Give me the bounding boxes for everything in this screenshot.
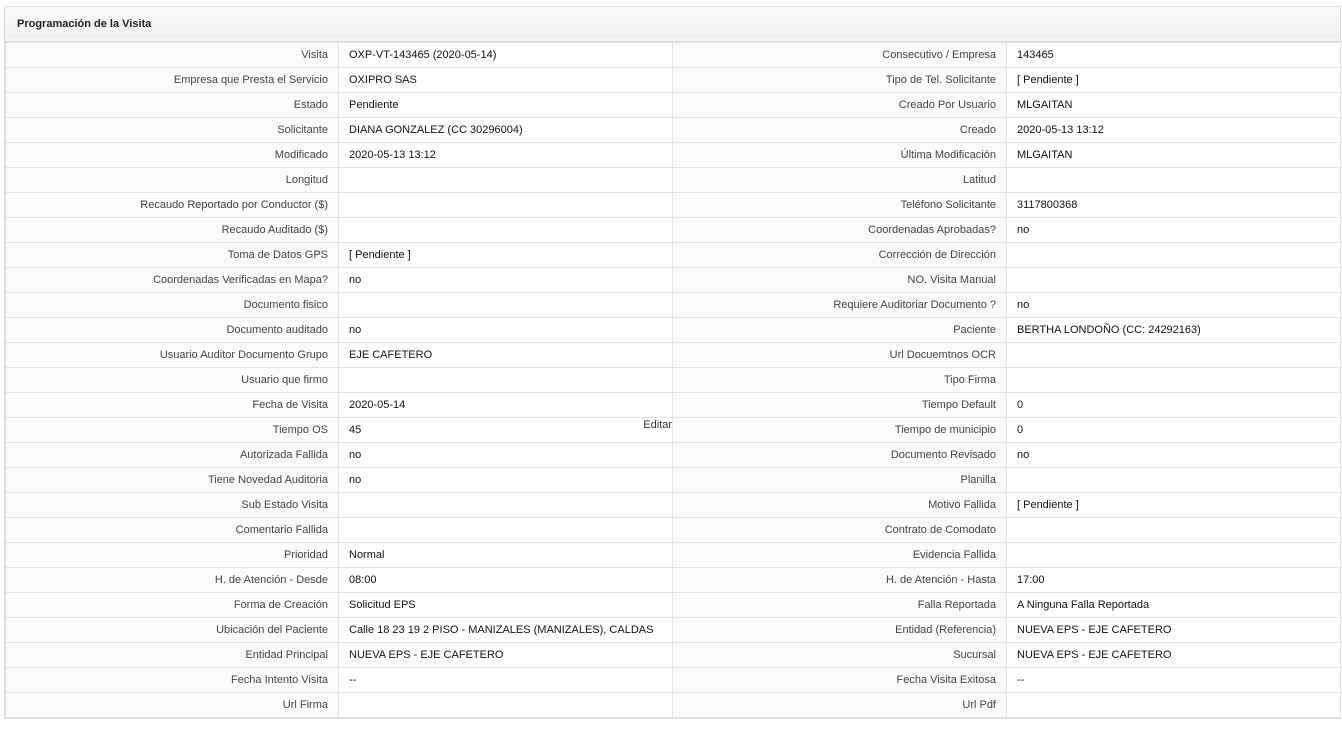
field-value: BERTHA LONDOÑO (CC: 24292163) bbox=[1007, 318, 1341, 343]
field-value bbox=[1007, 343, 1341, 368]
table-row bbox=[6, 168, 1341, 193]
table-row bbox=[6, 443, 1341, 468]
field-label: NO. Visita Manual bbox=[673, 268, 1007, 293]
field-value bbox=[339, 418, 673, 443]
field-label: Tiempo OS bbox=[6, 418, 339, 443]
field-label: Requiere Auditoriar Documento ? bbox=[673, 293, 1007, 318]
field-label: Tiempo Default bbox=[673, 393, 1007, 418]
field-label: Url Firma bbox=[6, 693, 339, 718]
field-label: H. de Atención - Hasta bbox=[673, 568, 1007, 593]
table-row bbox=[6, 693, 1341, 718]
field-value bbox=[1007, 268, 1341, 293]
field-label: Corrección de Dirección bbox=[673, 243, 1007, 268]
field-value: [ Pendiente ] bbox=[1007, 68, 1341, 93]
table-row bbox=[6, 43, 1341, 68]
field-value bbox=[339, 218, 673, 243]
visit-schedule-panel bbox=[4, 6, 1341, 719]
table-row bbox=[6, 293, 1341, 318]
edit-link[interactable]: Editar bbox=[643, 419, 672, 431]
field-value: 2020-05-13 13:12 bbox=[339, 143, 673, 168]
table-row bbox=[6, 268, 1341, 293]
field-value: no bbox=[339, 443, 673, 468]
field-value: Normal bbox=[339, 543, 673, 568]
field-value: no bbox=[339, 468, 673, 493]
table-row bbox=[6, 568, 1341, 593]
field-value: 143465 bbox=[1007, 43, 1341, 68]
field-label: Ubicación del Paciente bbox=[6, 618, 339, 643]
field-value bbox=[1007, 543, 1341, 568]
table-row bbox=[6, 418, 1341, 443]
table-row bbox=[6, 618, 1341, 643]
field-label: Prioridad bbox=[6, 543, 339, 568]
table-row bbox=[6, 318, 1341, 343]
field-value: no bbox=[339, 318, 673, 343]
field-value: -- bbox=[1007, 668, 1341, 693]
field-label: Planilla bbox=[673, 468, 1007, 493]
field-value: 2020-05-14 bbox=[339, 393, 673, 418]
field-value bbox=[339, 193, 673, 218]
table-row bbox=[6, 543, 1341, 568]
table-row bbox=[6, 193, 1341, 218]
field-value: no bbox=[1007, 293, 1341, 318]
table-row bbox=[6, 243, 1341, 268]
field-label: Usuario Auditor Documento Grupo bbox=[6, 343, 339, 368]
field-label: Creado bbox=[673, 118, 1007, 143]
field-value: Calle 18 23 19 2 PISO - MANIZALES (MANIZALES), CALDAS bbox=[339, 618, 673, 643]
field-label: Empresa que Presta el Servicio bbox=[6, 68, 339, 93]
field-label: Toma de Datos GPS bbox=[6, 243, 339, 268]
field-value-text: 45 bbox=[349, 424, 362, 436]
table-row bbox=[6, 343, 1341, 368]
field-label: Sub Estado Visita bbox=[6, 493, 339, 518]
field-value: NUEVA EPS - EJE CAFETERO bbox=[1007, 618, 1341, 643]
field-value: DIANA GONZALEZ (CC 30296004) bbox=[339, 118, 673, 143]
table-row bbox=[6, 393, 1341, 418]
field-value bbox=[339, 168, 673, 193]
field-value: [ Pendiente ] bbox=[339, 243, 673, 268]
field-label: Recaudo Reportado por Conductor ($) bbox=[6, 193, 339, 218]
field-value: 3117800368 bbox=[1007, 193, 1341, 218]
field-label: Sucursal bbox=[673, 643, 1007, 668]
table-row bbox=[6, 493, 1341, 518]
visit-details-table bbox=[5, 42, 1341, 718]
field-label: Visita bbox=[6, 43, 339, 68]
field-label: Consecutivo / Empresa bbox=[673, 43, 1007, 68]
field-label: Contrato de Comodato bbox=[673, 518, 1007, 543]
table-row bbox=[6, 643, 1341, 668]
field-value: Pendiente bbox=[339, 93, 673, 118]
field-value: no bbox=[1007, 218, 1341, 243]
field-value bbox=[1007, 368, 1341, 393]
field-value: [ Pendiente ] bbox=[1007, 493, 1341, 518]
field-value: 0 bbox=[1007, 393, 1341, 418]
field-value bbox=[339, 368, 673, 393]
field-label: Tiene Novedad Auditoria bbox=[6, 468, 339, 493]
field-label: Última Modificación bbox=[673, 143, 1007, 168]
table-row bbox=[6, 118, 1341, 143]
table-row bbox=[6, 68, 1341, 93]
field-label: Fecha Visita Exitosa bbox=[673, 668, 1007, 693]
table-row bbox=[6, 668, 1341, 693]
field-label: Tipo Firma bbox=[673, 368, 1007, 393]
field-label: Autorizada Fallida bbox=[6, 443, 339, 468]
field-value bbox=[339, 493, 673, 518]
table-row bbox=[6, 93, 1341, 118]
field-label: Solicitante bbox=[6, 118, 339, 143]
field-value: 0 bbox=[1007, 418, 1341, 443]
field-value: EJE CAFETERO bbox=[339, 343, 673, 368]
field-label: Estado bbox=[6, 93, 339, 118]
field-label: Usuario que firmo bbox=[6, 368, 339, 393]
field-value: 17:00 bbox=[1007, 568, 1341, 593]
field-value: MLGAITAN bbox=[1007, 143, 1341, 168]
field-label: Comentario Fallida bbox=[6, 518, 339, 543]
field-value bbox=[339, 293, 673, 318]
field-value bbox=[1007, 243, 1341, 268]
table-row bbox=[6, 468, 1341, 493]
panel-title: Programación de la Visita bbox=[5, 7, 1340, 42]
field-label: Fecha de Visita bbox=[6, 393, 339, 418]
field-value bbox=[1007, 168, 1341, 193]
field-value: OXIPRO SAS bbox=[339, 68, 673, 93]
field-label: Paciente bbox=[673, 318, 1007, 343]
field-value bbox=[1007, 468, 1341, 493]
table-row bbox=[6, 143, 1341, 168]
field-label: Teléfono Solicitante bbox=[673, 193, 1007, 218]
field-label: Fecha Intento Visita bbox=[6, 668, 339, 693]
field-value: NUEVA EPS - EJE CAFETERO bbox=[1007, 643, 1341, 668]
field-label: Creado Por Usuario bbox=[673, 93, 1007, 118]
field-label: Entidad (Referencia) bbox=[673, 618, 1007, 643]
field-value: NUEVA EPS - EJE CAFETERO bbox=[339, 643, 673, 668]
field-value: MLGAITAN bbox=[1007, 93, 1341, 118]
field-value: OXP-VT-143465 (2020-05-14) bbox=[339, 43, 673, 68]
field-label: Tiempo de municipio bbox=[673, 418, 1007, 443]
field-label: Entidad Principal bbox=[6, 643, 339, 668]
field-value bbox=[1007, 693, 1341, 718]
table-row bbox=[6, 593, 1341, 618]
field-label: Tipo de Tel. Solicitante bbox=[673, 68, 1007, 93]
field-value bbox=[339, 518, 673, 543]
field-label: Coordenadas Aprobadas? bbox=[673, 218, 1007, 243]
field-value: -- bbox=[339, 668, 673, 693]
table-row bbox=[6, 218, 1341, 243]
field-label: Recaudo Auditado ($) bbox=[6, 218, 339, 243]
field-label: H. de Atención - Desde bbox=[6, 568, 339, 593]
field-value: 08:00 bbox=[339, 568, 673, 593]
field-value bbox=[1007, 518, 1341, 543]
field-label: Evidencia Fallida bbox=[673, 543, 1007, 568]
field-label: Url Pdf bbox=[673, 693, 1007, 718]
field-value: 2020-05-13 13:12 bbox=[1007, 118, 1341, 143]
field-value bbox=[339, 693, 673, 718]
field-value: no bbox=[339, 268, 673, 293]
field-value: no bbox=[1007, 443, 1341, 468]
table-row bbox=[6, 518, 1341, 543]
field-label: Documento auditado bbox=[6, 318, 339, 343]
field-label: Latitud bbox=[673, 168, 1007, 193]
field-value: Solicitud EPS bbox=[339, 593, 673, 618]
field-label: Forma de Creación bbox=[6, 593, 339, 618]
field-label: Url Docuemtnos OCR bbox=[673, 343, 1007, 368]
field-label: Coordenadas Verificadas en Mapa? bbox=[6, 268, 339, 293]
field-label: Motivo Fallida bbox=[673, 493, 1007, 518]
field-label: Documento Revisado bbox=[673, 443, 1007, 468]
field-label: Longitud bbox=[6, 168, 339, 193]
field-value: A Ninguna Falla Reportada bbox=[1007, 593, 1341, 618]
field-label: Modificado bbox=[6, 143, 339, 168]
table-row bbox=[6, 368, 1341, 393]
field-label: Falla Reportada bbox=[673, 593, 1007, 618]
field-label: Documento fisico bbox=[6, 293, 339, 318]
